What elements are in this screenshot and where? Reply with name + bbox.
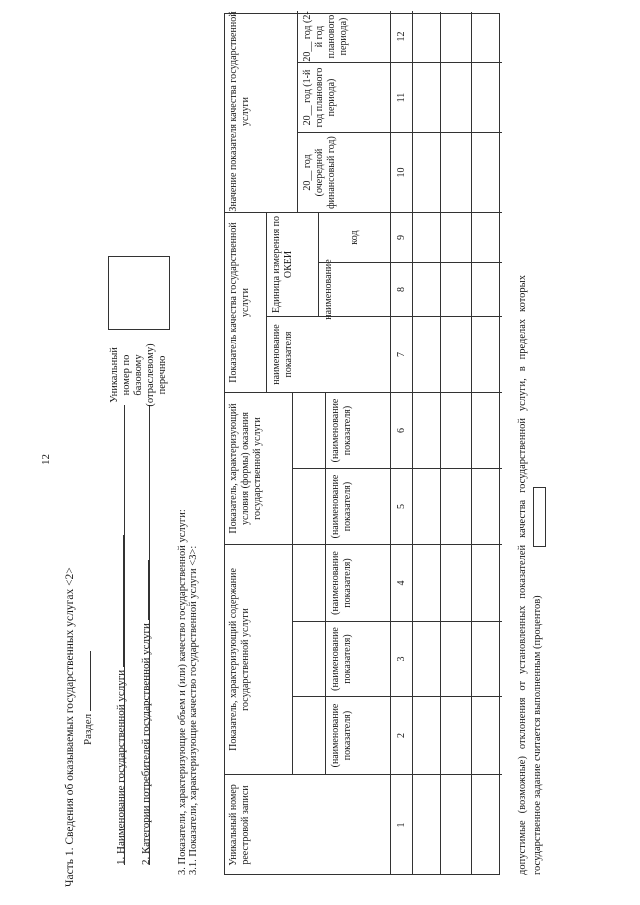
consumer-category-line [137,560,153,865]
num-8: 8 [390,263,412,317]
service-name-line [112,535,128,865]
num-4: 4 [390,545,412,622]
row-divider-2 [471,12,472,875]
table-row[interactable] [412,63,502,133]
col-registry-header: Уникальный номер реестровой записи [228,784,251,866]
table-row[interactable] [412,622,502,697]
num-5: 5 [390,469,412,545]
unique-number-label: Уникальный номер по базовому (отраслевому) перечню [109,343,168,407]
indicators-label: 3. Показатели, характеризующие объем и (или) качество государственной услуги: [177,509,188,875]
table-row[interactable] [412,11,502,63]
table-row[interactable] [412,393,502,469]
value-year-3: 20__ год (2-й год планового периода) [297,11,391,63]
value-year-1: 20__ год (очередной финансовый год) [297,133,391,213]
section-field[interactable] [79,651,91,711]
service-name-label: 1. Наименование государственной услуги [115,669,127,865]
num-1: 1 [390,775,412,875]
table-row[interactable] [412,545,502,622]
footer-text: допустимые (возможные) отклонения от установленных показателей качества государственной услуги, в пределах которых государственное задание считается выполненным (процентов) [517,275,543,875]
num-10: 10 [390,133,412,213]
num-2: 2 [390,697,412,775]
col-content-header: Показатель, характеризующий содержание государственной услуги [224,545,292,775]
table-row[interactable] [412,213,502,263]
service-name-line-2[interactable] [124,405,125,865]
col-conditions-header: Показатель, характеризующий условия (формы) оказания государственной услуги [224,393,292,545]
conditions-sub-2: (наименование показателя) [325,393,391,469]
okei-name-col: наименование [318,263,391,317]
num-7: 7 [390,317,412,393]
num-11: 11 [390,63,412,133]
consumer-category-field[interactable] [137,560,149,620]
col-value-header: Значение показателя качества государственной услуги [224,11,297,213]
content-sub-1: (наименование показателя) [325,697,391,775]
consumer-category-label: 2. Категории потребителей государственной услуги [140,623,152,865]
heading: Часть 1. Сведения об оказываемых государственных услугах <2> [64,567,76,887]
table-row[interactable] [412,697,502,775]
unique-number-box[interactable] [108,256,170,330]
content-sub-2: (наименование показателя) [325,622,391,697]
table-row[interactable] [412,263,502,317]
table-row[interactable] [412,469,502,545]
table-row[interactable] [412,317,502,393]
quality-indicators-label: 3.1. Показатели, характеризующие качество государственной услуги <3>: [188,545,199,875]
col-quality-header: Показатель качества государственной услуги [224,213,266,393]
consumer-category-line-2[interactable] [149,405,150,865]
row-divider-1 [440,12,441,875]
deviation-percent-box[interactable] [533,487,546,547]
num-3: 3 [390,622,412,697]
page-number: 12 [40,454,52,465]
num-6: 6 [390,393,412,469]
table-row[interactable] [412,133,502,213]
content-sub-3: (наименование показателя) [325,545,391,622]
num-12: 12 [390,11,412,63]
table-row[interactable] [412,775,502,875]
conditions-sub-1: (наименование показателя) [325,469,391,545]
okei-code-col: код [318,213,391,263]
section-line [79,651,95,745]
quality-name-col: наименование показателя [266,317,391,393]
value-year-2: 20__ год (1-й год планового периода) [297,63,391,133]
service-name-field[interactable] [112,535,124,667]
num-9: 9 [390,213,412,263]
quality-table [224,13,500,875]
quality-okei-col: Единица измерения по ОКЕИ [266,213,318,317]
section-label: Раздел [82,713,94,745]
